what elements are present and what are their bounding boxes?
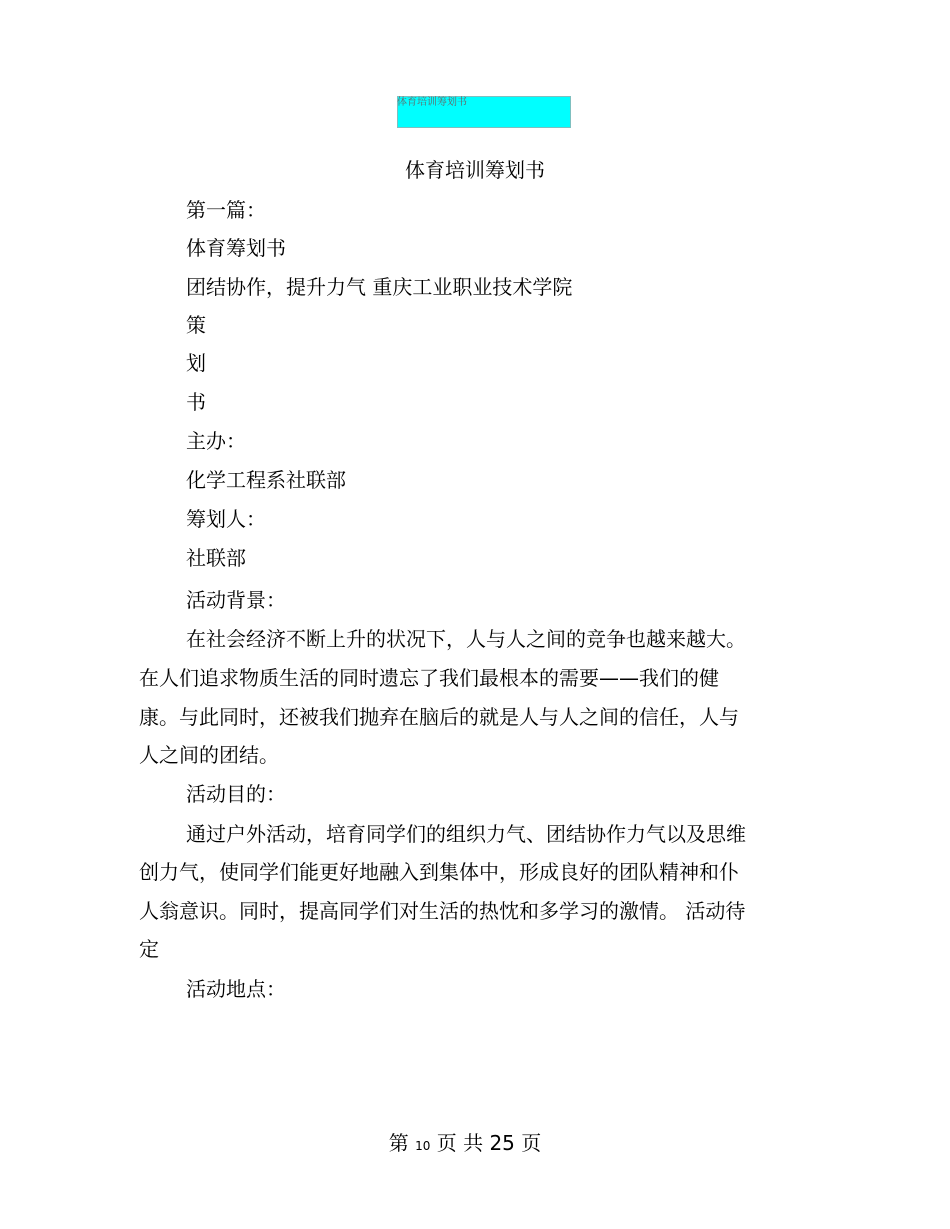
plan-subtitle: 团结协作，提升力气 重庆工业职业技术学院 (186, 275, 573, 299)
planner-value: 社联部 (186, 546, 246, 570)
total-pages-number: 25 (489, 1131, 515, 1155)
vertical-char-3: 书 (186, 390, 206, 414)
location-heading: 活动地点： (186, 977, 286, 1001)
background-paragraph-line: 康。与此同时，还被我们抛弃在脑后的就是人与人之间的信任，人与 (139, 705, 739, 729)
planner-label: 筹划人： (186, 507, 266, 531)
purpose-heading: 活动目的： (186, 782, 286, 806)
current-page-number: 10 (415, 1139, 431, 1153)
plan-title: 体育筹划书 (186, 236, 286, 260)
purpose-paragraph-line: 定 (139, 937, 159, 961)
footer-prefix: 第 (388, 1131, 409, 1155)
purpose-paragraph-line: 人翁意识。同时，提高同学们对生活的热忱和多学习的激情。 活动待 (139, 899, 746, 923)
header-banner (397, 96, 571, 128)
organizer-value: 化学工程系社联部 (186, 468, 346, 492)
header-banner-label: 体育培训筹划书 (397, 97, 467, 108)
background-paragraph-line: 在社会经济不断上升的状况下，人与人之间的竞争也越来越大。 (186, 627, 746, 651)
purpose-paragraph-line: 通过户外活动，培育同学们的组织力气、团结协作力气以及思维 (186, 822, 746, 846)
organizer-label: 主办： (186, 429, 246, 453)
background-heading: 活动背景： (186, 588, 286, 612)
footer-middle: 页 共 (436, 1131, 484, 1155)
vertical-char-1: 策 (186, 313, 206, 337)
page-footer (0, 1129, 930, 1160)
section-label: 第一篇： (186, 198, 266, 222)
document-title: 体育培训筹划书 (405, 158, 545, 182)
footer-suffix: 页 (521, 1131, 542, 1155)
background-paragraph-line: 人之间的团结。 (139, 743, 279, 767)
vertical-char-2: 划 (186, 351, 206, 375)
background-paragraph-line: 在人们追求物质生活的同时遗忘了我们最根本的需要——我们的健 (139, 666, 719, 690)
purpose-paragraph-line: 创力气，使同学们能更好地融入到集体中，形成良好的团队精神和仆 (139, 860, 739, 884)
